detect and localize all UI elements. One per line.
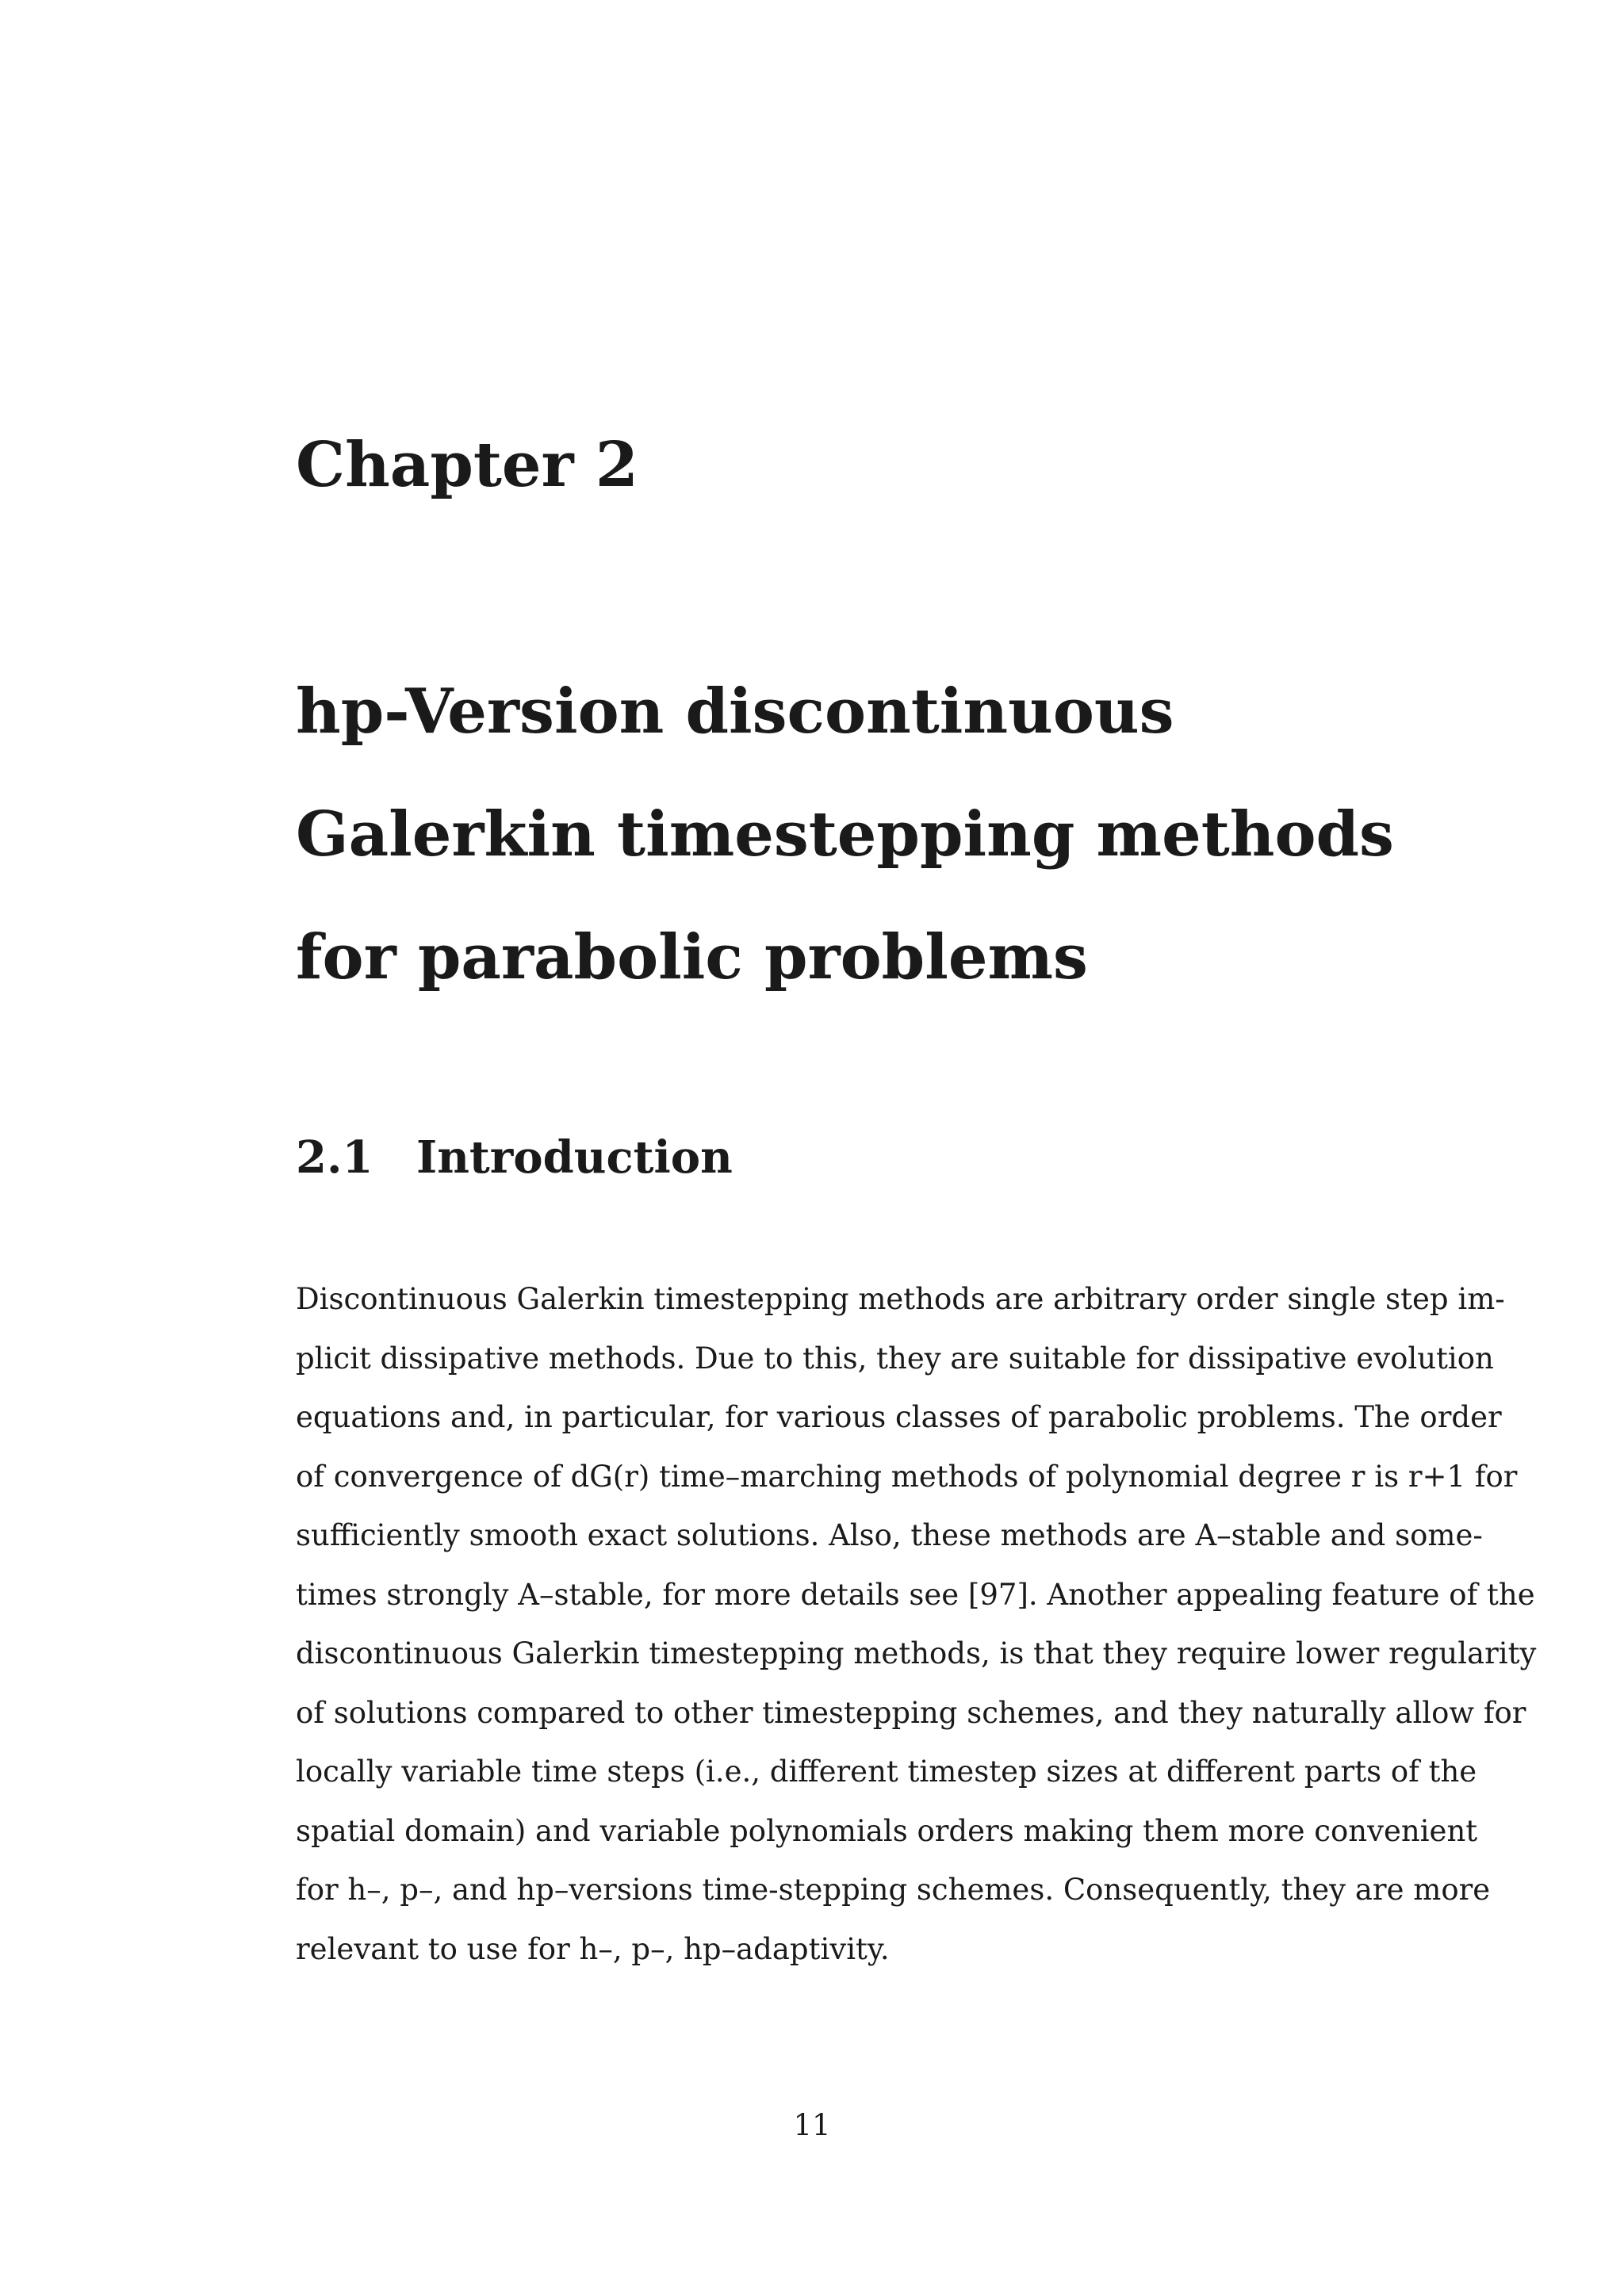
paragraph-line: relevant to use for h–, p–, hp–adaptivity. — [296, 1931, 890, 1966]
section-heading — [296, 1131, 733, 1184]
paragraph-line: equations and, in particular, for various classes of parabolic problems. The order — [296, 1400, 1502, 1434]
section-title: Introduction — [416, 1131, 733, 1184]
paragraph-line: Discontinuous Galerkin timestepping methods are arbitrary order single step im- — [296, 1282, 1505, 1316]
paragraph-line: discontinuous Galerkin timestepping methods, is that they require lower regularity — [296, 1636, 1537, 1670]
chapter-label: Chapter 2 — [296, 429, 639, 501]
page-number: 11 — [793, 2108, 831, 2142]
paragraph-line: plicit dissipative methods. Due to this, they are suitable for dissipative evolution — [296, 1341, 1494, 1376]
paragraph-line: times strongly A–stable, for more details see [97]. Another appealing feature of the — [296, 1577, 1535, 1612]
paragraph-line: of solutions compared to other timestepping schemes, and they naturally allow for — [296, 1695, 1526, 1730]
paragraph-line: sufficiently smooth exact solutions. Also, these methods are A–stable and some- — [296, 1518, 1483, 1552]
chapter-title-line: hp-Version discontinuous — [296, 675, 1174, 748]
chapter-title — [296, 650, 1394, 1019]
chapter-title-line: Galerkin timestepping methods — [296, 798, 1394, 871]
paragraph-line: of convergence of dG(r) time–marching methods of polynomial degree r is r+1 for — [296, 1459, 1518, 1494]
body-paragraph — [296, 1270, 1537, 1979]
chapter-title-line: for parabolic problems — [296, 921, 1088, 993]
section-number: 2.1 — [296, 1131, 373, 1184]
paragraph-line: spatial domain) and variable polynomials orders making them more convenient — [296, 1813, 1478, 1848]
paragraph-line: locally variable time steps (i.e., different timestep sizes at different parts of the — [296, 1755, 1477, 1789]
paragraph-line: for h–, p–, and hp–versions time-stepping schemes. Consequently, they are more — [296, 1873, 1491, 1907]
